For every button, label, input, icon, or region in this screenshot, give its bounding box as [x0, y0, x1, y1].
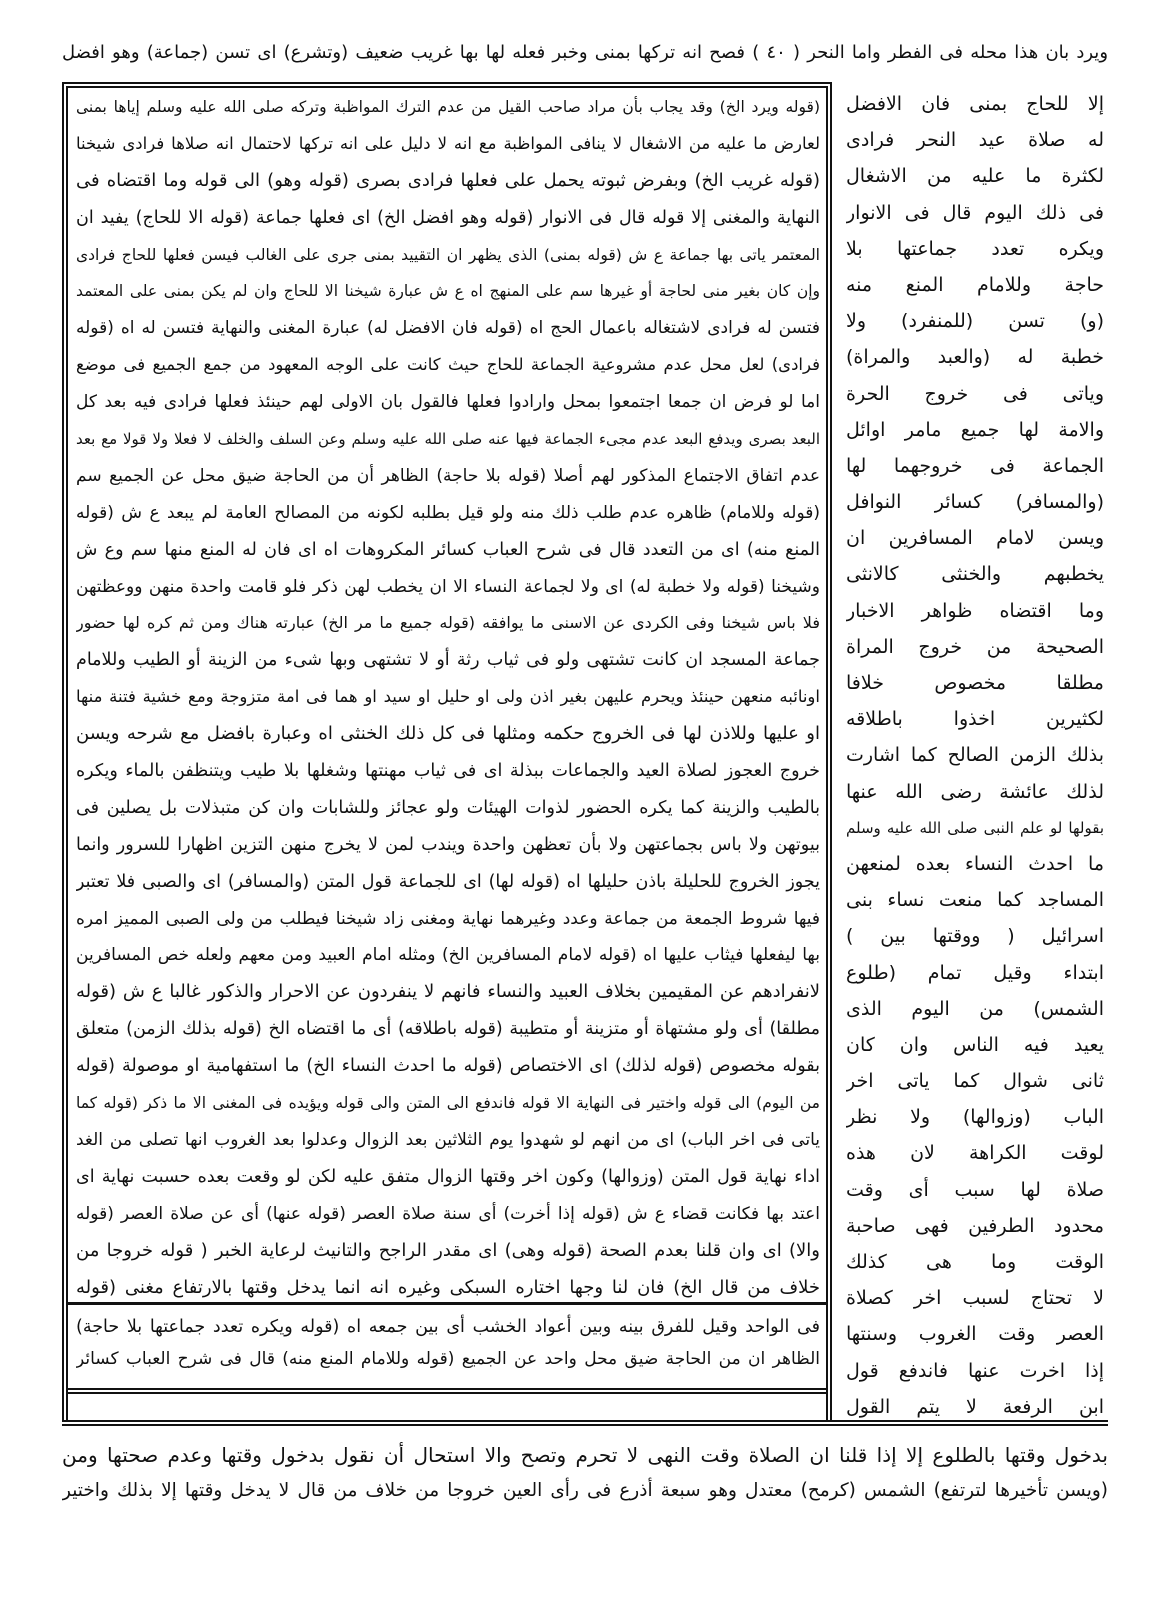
commentary-line: اداء نهاية قول المتن (وزوالها) وكون اخر وقتها الزوال متفق عليه لكن لو وقعت بعده حسبت نهاية اى [76, 1166, 820, 1187]
commentary-line: اما لو فرض ان جمعا اجتمعوا بمحل وارادوا فعلها فالقول بان الاولى لهم حينئذ فعلها فرادى فيه بعد كل [76, 392, 820, 413]
commentary-line: مطلقا) أى ولو مشتهاة أو متزينة أو متطيبة (قوله باطلاقه) أى ما اقتضاه الخ (قوله بذلك الزمن) متعلق [76, 1019, 820, 1040]
commentary-line: المعتمر ياتى بها جماعة ع ش (قوله بمنى) الذى يظهر ان التقييد بمنى جرى على الغالب فيسن فعلها للحاج فرادى [76, 245, 820, 264]
main-text-line: اسرائيل ( ووقتها بين ) [846, 925, 1104, 948]
main-text-line: لذلك عائشة رضى الله عنها [846, 780, 1104, 803]
commentary-line: بالطيب والزينة كما يكره الحضور لذوات الهيئات ولو عجائز وللشابات وان كن متبذلات بل يصلين فى [76, 797, 820, 818]
main-text-line: بذلك الزمن الصالح كما اشارت [846, 744, 1104, 767]
main-text-line: وياتى فى خروج الحرة [846, 382, 1104, 405]
main-text-line: محدود الطرفين فهى صاحبة [846, 1214, 1104, 1237]
main-text-line: والامة لها جميع مامر اوائل [846, 418, 1104, 441]
main-text-line: الوقت وما هى كذلك [846, 1251, 1104, 1273]
commentary-line: اعتد بها فكانت قضاء ع ش (قوله إذا أخرت) أى سنة صلاة العصر (قوله عنها) أى عن صلاة العصر (قوله [76, 1203, 820, 1224]
main-text-line: فى ذلك اليوم قال فى الانوار [846, 201, 1104, 224]
main-text-line: إذا اخرت عنها فاندفع قول [846, 1359, 1104, 1382]
main-text-line: الباب (وزوالها) ولا نظر [846, 1106, 1104, 1129]
main-text-line: له صلاة عيد النحر فرادى [846, 129, 1104, 152]
main-text-line: الصحيحة من خروج المراة [846, 635, 1104, 658]
commentary-line: النهاية والمغنى إلا قوله قال فى الانوار (قوله وهو افضل الخ) اى فعلها جماعة (قوله الا للحاج) يفيد ان [76, 207, 820, 228]
commentary-line: يجوز الخروج للحليلة باذن حليلها اه (قوله لها) اى للجماعة قول المتن (والمسافر) اى والصبى فلا تعتبر [76, 871, 820, 892]
commentary-line: خروج العجوز لصلاة العيد والجماعات ببذلة اى فى ثياب مهنتها وشغلها بلا طيب ويتنظفن بالماء ويكره [76, 761, 820, 782]
commentary-line: فيها شروط الجمعة من جماعة وعدد وغيرهما نهاية ومغنى زاد شيخنا فيطلب من ولى الصبى المميز امره [76, 908, 820, 929]
main-text-line: يخطبهم والخنثى كالانثى [846, 563, 1104, 586]
main-text-line: ابن الرفعة لا يتم القول [846, 1395, 1104, 1418]
main-text-line: إلا للحاج بمنى فان الافضل [846, 93, 1104, 115]
commentary-line: (قوله غريب الخ) وبفرض ثبوته يحمل على فعلها فرادى بصرى (قوله وهو) الى قوله وما اقتضاه فى [76, 169, 820, 191]
commentary-line: وإن كان بغير منى لحاجة أو غيرها سم على المنهج اه ع ش عبارة شيخنا الا للحاج وان لم يكن بمنى على المعتمد [76, 282, 820, 301]
commentary-line: (قوله ويرد الخ) وقد يجاب بأن مراد صاحب القيل من عدم الترك المواظبة وتركه صلى الله عليه وسلم إياها بمنى [76, 98, 820, 116]
commentary-line: جماعة المسجد ان كانت تشتهى ولو فى ثياب رثة أو لا تشتهى وبها شىء من الزينة أو الطيب وللامام [76, 650, 820, 671]
main-text-line: لوقت الكراهة لان هذه [846, 1142, 1104, 1165]
commentary-line: من اليوم) الى قوله واختير فى النهاية الا قوله فاندفع الى المتن والى قوله ويؤيده فى المغنى الا ما ذكر (قوله كما [76, 1094, 820, 1113]
commentary-line: اونائبه منعهن حينئذ ويحرم عليهن بغير اذن ولى او حليل او سيد او هما فى امة متزوجة ومع خشية فتنة منها [76, 687, 820, 707]
commentary-line: او عليها وللاذن لها فى الخروج حكمه ومثلها فى كل ذلك الخنثى اه وعبارة بافضل مع شرحه ويسن [76, 723, 820, 745]
main-text-line: صلاة لها سبب أى وقت [846, 1178, 1104, 1201]
main-text-column [846, 86, 1104, 1425]
main-text-line: العصر وقت الغروب وسنتها [846, 1323, 1104, 1346]
commentary-line: فرادى) لعل محل عدم مشروعية الجماعة للحاج حيث كانت على الوجه المعهود من جمع الجميع فى موضع [76, 355, 820, 375]
running-header-line: ويرد بان هذا محله فى الفطر واما النحر ( ٤٠ ) فصح انه تركها بمنى وخبر فعله لها بها غريب ضعيف (وتشرع) اى تسن (جماعة) وهو افضل [62, 42, 1108, 63]
commentary-line: بها ليفعلها فيثاب عليها اه (قوله لامام المسافرين الخ) ومثله امام العبيد ومن معهم ولعله خص المسافرين [76, 945, 820, 966]
main-text-line: يعيد فيه الناس وان كان [846, 1033, 1104, 1056]
main-text-line: وما اقتضاه ظواهر الاخبار [846, 599, 1104, 622]
main-text-continuation-line: بدخول وقتها بالطلوع إلا إذا قلنا ان الصلاة وقت النهى لا تحرم وتصح والا استحال أن نقول بدخول وقتها وعدم صحتها ومن [62, 1443, 1108, 1467]
main-text-line: لكثيرين اخذوا باطلاقه [846, 708, 1104, 731]
main-text-line: (والمسافر) كسائر النوافل [846, 491, 1104, 514]
commentary-line: عدم اتفاق الاجتماع المذكور لهم أصلا (قوله بلا حاجة) الظاهر أن من الحاجة ضيق محل عن الجميع سم [76, 465, 820, 486]
commentary-line: فلا باس شيخنا وفى الكردى عن الاسنى ما يوافقه (قوله جميع ما مر الخ) عبارته هناك ومن ثم كره لها حضور [76, 613, 820, 633]
commentary-line: بقوله مخصوص (قوله لذلك) اى الاختصاص (قوله ما احدث النساء الخ) ما استفهامية او موصولة (قوله [76, 1056, 820, 1077]
commentary-line: المنع منه) اى من التعدد قال فى شرح العباب كسائر المكروهات اه اى فان له المنع منها سم وع ش [76, 539, 820, 560]
commentary-line: خلاف من قال الخ) فان لنا وجها اختاره السبكى وغيره انه انما يدخل وقتها بالارتفاع مغنى (قوله [76, 1276, 820, 1298]
main-text-line: بقولها لو علم النبى صلى الله عليه وسلم [846, 818, 1104, 837]
main-text-line: لكثرة ما عليه من الاشغال [846, 165, 1104, 188]
commentary-line: البعد بصرى ويدفع البعد عدم مجىء الجماعة فيها عنه صلى الله عليه وسلم وعن السلف والخلف لا فعلا ولا قولا مع بعد [76, 430, 820, 449]
main-text-line: لا تحتاج لسبب اخر كصلاة [846, 1287, 1104, 1310]
main-text-line: الشمس) من اليوم الذى [846, 997, 1104, 1020]
main-text-continuation-line: (ويسن تأخيرها لترتفع) الشمس (كرمح) معتدل وهو سبعة أذرع فى رأى العين خروجا من خلاف من قال لا يدخل وقتها إلا بذلك واختير [62, 1480, 1108, 1501]
commentary-line: والا) اى وان قلنا بعدم الصحة (قوله وهى) اى مقدر الراجح والتانيث لرعاية الخبر ( قوله خروجا من [76, 1239, 820, 1261]
main-text-line: ابتداء وقيل تمام (طلوع [846, 961, 1104, 984]
commentary-continuation [76, 1311, 820, 1375]
commentary-line: لعارض ما عليه من الاشغال لا ينافى المواظبة مع انه لا دليل على انه تركها لاحتمال انه صلاها فرادى شيخنا [76, 133, 820, 153]
main-text-line: ويسن لامام المسافرين ان [846, 527, 1104, 550]
main-text-line: ويكره تعدد جماعتها بلا [846, 237, 1104, 260]
main-text-line: (و) تسن (للمنفرد) ولا [846, 310, 1104, 333]
main-text-line: مطلقا مخصوص خلافا [846, 672, 1104, 694]
main-text-line: حاجة وللامام المنع منه [846, 273, 1104, 296]
main-text-line: ثانى شوال كما ياتى اخر [846, 1070, 1104, 1093]
commentary-line: وشيخنا (قوله ولا خطبة له) اى ولا لجماعة النساء الا ان يخطب لهن ذكر فلو قامت واحدة منهن ووعظتهن [76, 576, 820, 597]
commentary-line: لانفرادهم عن المقيمين بخلاف العبيد والنساء فانهم لا ينفردون عن الاحرار والذكور غالبا ع ش (قوله [76, 981, 820, 1003]
commentary-continuation-line: الظاهر ان من الحاجة ضيق محل واحد عن الجميع (قوله وللامام المنع منه) قال فى شرح العباب كسائر [76, 1349, 820, 1369]
main-text-line: المساجد كما منعت نساء بنى [846, 889, 1104, 912]
commentary-line: بيوتهن ولا باس بجماعتهن ولا بأن تعظهن واحدة ويندب لمن لا يخرج منهن التزين اظهارا للسرور وانما [76, 834, 820, 855]
commentary-line: (قوله وللامام) ظاهره عدم طلب ذلك منه ولو قيل بطلبه لكونه من المصالح العامة لم يبعد ع ش (قوله [76, 502, 820, 523]
commentary-continuation-line: فى الواحد وقيل للفرق بينه وبين أعواد الخشب أى بين جمعه اه (قوله ويكره تعدد جماعتها بلا حاجة) [76, 1317, 820, 1337]
main-text-continuation [62, 1438, 1108, 1508]
main-text-line: الجماعة فى خروجهما لها [846, 454, 1104, 477]
commentary-column [76, 89, 820, 1306]
main-text-line: ما احدث النساء بعده لمنعهن [846, 852, 1104, 875]
commentary-line: فتسن له فرادى لاشتغاله باعمال الحج اه (قوله فان الافضل له) عبارة المغنى والنهاية فتسن له اه (قوله [76, 318, 820, 339]
commentary-line: ياتى فى اخر الباب) اى من انهم لو شهدوا يوم الثلاثين بعد الزوال وعدلوا بعد الغروب انها تصلى من الغد [76, 1129, 820, 1150]
main-text-line: خطبة له (والعبد والمراة) [846, 346, 1104, 369]
page-divider-rule [62, 1420, 1108, 1426]
